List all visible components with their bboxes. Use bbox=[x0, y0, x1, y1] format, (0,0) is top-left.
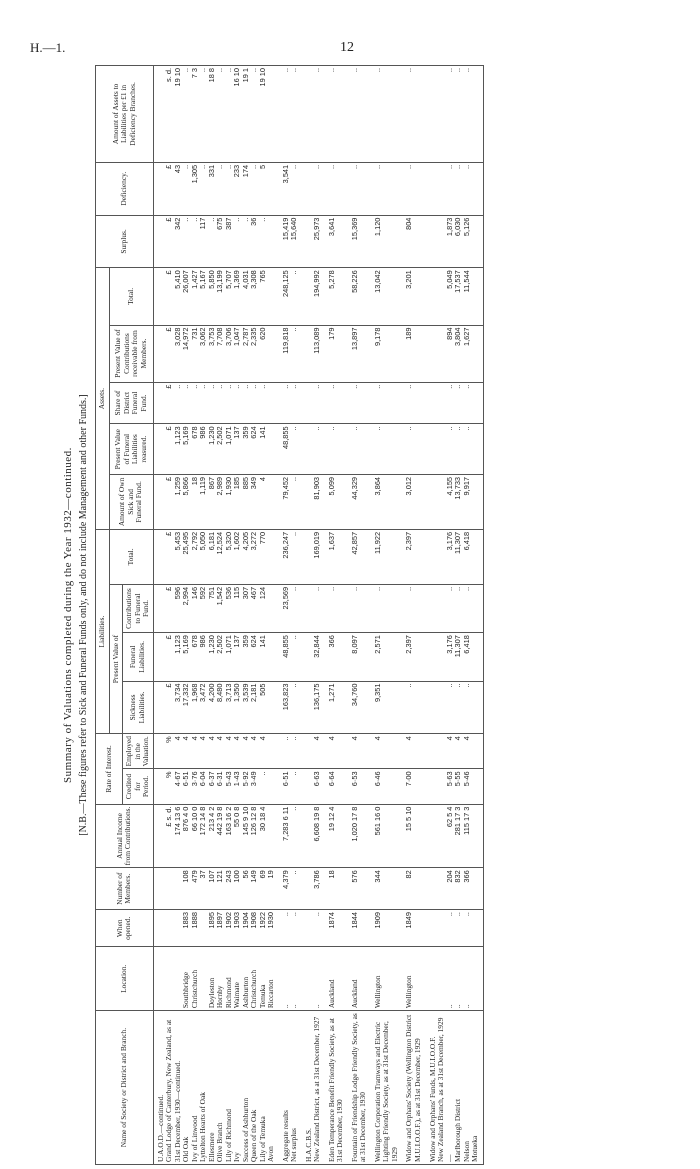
cell-atotal: 5,278 bbox=[325, 268, 348, 325]
cell-income: 1,020 17 8 bbox=[348, 804, 371, 868]
cell-ltotal: 3,176 11,307 6,418 bbox=[426, 529, 484, 584]
cell-opened: 1849 bbox=[402, 910, 425, 947]
cell-deficiency: £ 43 .. 1,305 .. 331 .. .. 233 174 .. 5 bbox=[153, 162, 279, 215]
cell-contrib: .. bbox=[371, 584, 403, 632]
col-contrib-funeral: Contributions to Funeral Fund. bbox=[123, 584, 154, 632]
cell-own: 44,329 bbox=[348, 474, 371, 529]
cell-income: 7,283 6 11 .. bbox=[279, 804, 302, 868]
cell-atotal: £ 5,410 26,007 1,427 5,167 5,850 13,199 5,707 1,369 4,031 3,308 765 bbox=[153, 268, 279, 325]
cell-opened: 1874 bbox=[325, 910, 348, 947]
document-code: H.—1. bbox=[30, 40, 66, 55]
cell-pvcon: 894 3,804 1,627 bbox=[426, 325, 484, 382]
cell-share: .. bbox=[371, 382, 403, 424]
cell-members: 4,379 .. bbox=[279, 868, 302, 910]
cell-ratio: .. .. bbox=[279, 66, 302, 163]
cell-sickness: 1,271 bbox=[325, 681, 348, 734]
cell-ratio: .. bbox=[371, 66, 403, 163]
col-present-value: Present Value of bbox=[109, 584, 123, 733]
col-surplus: Surplus. bbox=[96, 215, 154, 268]
col-rate-credited: Credited for Period. bbox=[123, 769, 154, 804]
cell-deficiency: .. .. .. bbox=[426, 162, 484, 215]
cell-employed: 4 bbox=[302, 734, 325, 769]
cell-atotal: 248,125 .. bbox=[279, 268, 302, 325]
col-sickness: Sickness Liabilities. bbox=[123, 681, 154, 734]
cell-own: £ 1,259 5,866 18 1,119 867 2,989 1,930 185 885 349 4 bbox=[153, 474, 279, 529]
cell-pvcon: 13,897 bbox=[348, 325, 371, 382]
cell-own: 3,864 bbox=[371, 474, 403, 529]
cell-deficiency: .. bbox=[371, 162, 403, 215]
cell-pvcon: 189 bbox=[402, 325, 425, 382]
cell-surplus: £ 342 .. .. 117 .. 675 387 .. .. 36 .. bbox=[153, 215, 279, 268]
cell-surplus: 1,120 bbox=[371, 215, 403, 268]
table-row bbox=[325, 66, 348, 1165]
col-rate-employed: Employed in the Valuation. bbox=[123, 734, 154, 769]
cell-income: 19 12 4 bbox=[325, 804, 348, 868]
valuation-table bbox=[95, 65, 484, 1165]
cell-sickness: .. .. .. bbox=[426, 681, 484, 734]
col-members: Number of Members. bbox=[96, 868, 154, 910]
cell-name: Aggregate results Net surplus bbox=[279, 1011, 302, 1165]
cell-atotal: 5,049 17,537 11,544 bbox=[426, 268, 484, 325]
col-pv-contrib-members: Present Value of Contributions receivable from Members. bbox=[109, 325, 153, 382]
cell-ratio: .. bbox=[402, 66, 425, 163]
col-rate: Rate of Interest. bbox=[96, 734, 123, 804]
cell-name: Fountain of Friendship Lodge Friendly Society, as at 31st December, 1930 bbox=[348, 1011, 371, 1165]
cell-share: .. bbox=[348, 382, 371, 424]
cell-funeral: 48,855 .. bbox=[279, 633, 302, 681]
cell-pvcon: £ 3,028 14,972 731 3,062 3,753 7,708 3,706 1,047 2,787 2,335 620 bbox=[153, 325, 279, 382]
cell-opened: 1844 bbox=[348, 910, 371, 947]
cell-funeral: 2,571 bbox=[371, 633, 403, 681]
cell-contrib: £ 596 2,994 146 592 751 1,542 536 115 307 467 124 bbox=[153, 584, 279, 632]
cell-deficiency: 3,541 .. bbox=[279, 162, 302, 215]
cell-own: 81,903 bbox=[302, 474, 325, 529]
cell-opened: 1909 bbox=[371, 910, 403, 947]
col-assets-total: Total. bbox=[109, 268, 153, 325]
cell-location: .. .. .. bbox=[426, 947, 484, 1011]
table-row bbox=[302, 66, 325, 1165]
cell-members: 18 bbox=[325, 868, 348, 910]
cell-funeral: 366 bbox=[325, 633, 348, 681]
cell-members: 576 bbox=[348, 868, 371, 910]
cell-credited: 7·00 bbox=[402, 769, 425, 804]
table-note: [N.B.—These figures refer to Sick and Funeral Funds only, and do not include Management and other Funds.] bbox=[78, 394, 89, 836]
cell-pvcon: 113,089 bbox=[302, 325, 325, 382]
cell-credited: 6·53 bbox=[348, 769, 371, 804]
cell-pvfun: .. bbox=[325, 424, 348, 475]
col-funeral-liab: Funeral Liabilities. bbox=[123, 633, 154, 681]
cell-funeral: 2,397 bbox=[402, 633, 425, 681]
cell-funeral: 3,176 11,307 6,418 bbox=[426, 633, 484, 681]
cell-contrib: .. .. .. bbox=[426, 584, 484, 632]
cell-income: 561 16 0 bbox=[371, 804, 403, 868]
cell-ratio: s. d. 19 10 .. 7 3 .. 18 8 .. .. 16 10 19 1 .. 19 10 bbox=[153, 66, 279, 163]
cell-opened: .. .. bbox=[279, 910, 302, 947]
cell-pvfun: 48,855 .. bbox=[279, 424, 302, 475]
col-liabilities: Liabilities. bbox=[96, 529, 110, 733]
cell-members: 82 bbox=[402, 868, 425, 910]
cell-opened: 1883 1888 1895 1897 1902 1903 1904 1908 1922 1930 bbox=[153, 910, 279, 947]
cell-employed: .. .. bbox=[279, 734, 302, 769]
cell-ratio: .. bbox=[348, 66, 371, 163]
col-deficiency: Deficiency. bbox=[96, 162, 154, 215]
cell-own: 4,155 13,733 9,917 bbox=[426, 474, 484, 529]
cell-name: U.A.O.D.—continued. Grand Lodge of Canterbury, New Zealand, as at 31st December, 1930—continued. Old Oak Ivy of Linwood Lyttelton Hearts of Oak Ellesmere Olive Branch Lily of Richmond Ivy Success of Ashburton Queen of the Oak Lily of Temuka Avon bbox=[153, 1011, 279, 1165]
cell-location: Auckland bbox=[348, 947, 371, 1011]
cell-location: Wellington bbox=[402, 947, 425, 1011]
cell-pvcon: 119,818 .. bbox=[279, 325, 302, 382]
cell-name: Wellington Corporation Tramways and Electric Lighting Friendly Society, as at 31st December, 1929 bbox=[371, 1011, 403, 1165]
cell-name: Widow and Orphans' Society (Wellington District M.U.I.O.O.F.), as at 31st December, 1929 bbox=[402, 1011, 425, 1165]
cell-share: .. .. bbox=[279, 382, 302, 424]
col-assets: Assets. bbox=[96, 268, 110, 530]
cell-atotal: 194,992 bbox=[302, 268, 325, 325]
cell-ltotal: 11,922 bbox=[371, 529, 403, 584]
table-row bbox=[426, 66, 484, 1165]
col-location: Location. bbox=[96, 947, 154, 1011]
cell-contrib: 23,569 .. bbox=[279, 584, 302, 632]
table-row bbox=[402, 66, 425, 1165]
cell-name: Eden Temperance Benefit Friendly Society, as at 31st December, 1930 bbox=[325, 1011, 348, 1165]
cell-opened: .. bbox=[302, 910, 325, 947]
cell-share: £ .. .. .. .. .. .. .. .. .. .. .. bbox=[153, 382, 279, 424]
cell-surplus: 804 bbox=[402, 215, 425, 268]
col-name: Name of Society or District and Branch. bbox=[96, 1011, 154, 1165]
cell-own: 79,452 .. bbox=[279, 474, 302, 529]
cell-income: 62 5 4 281 17 3 115 17 3 bbox=[426, 804, 484, 868]
cell-surplus: 1,873 6,030 5,126 bbox=[426, 215, 484, 268]
cell-sickness: 34,760 bbox=[348, 681, 371, 734]
cell-deficiency: .. bbox=[325, 162, 348, 215]
cell-opened: .. .. .. bbox=[426, 910, 484, 947]
cell-members: 3,786 bbox=[302, 868, 325, 910]
cell-atotal: 3,201 bbox=[402, 268, 425, 325]
cell-ltotal: 236,247 .. bbox=[279, 529, 302, 584]
table-row bbox=[279, 66, 302, 1165]
cell-sickness: £ 3,734 17,332 1,968 3,472 4,200 8,480 3,713 1,350 3,539 2,181 505 bbox=[153, 681, 279, 734]
rotated-table-page bbox=[58, 65, 698, 1165]
cell-share: .. .. .. bbox=[426, 382, 484, 424]
cell-surplus: 3,641 bbox=[325, 215, 348, 268]
cell-surplus: 15,419 15,640 bbox=[279, 215, 302, 268]
cell-ltotal: 42,857 bbox=[348, 529, 371, 584]
col-pv-funeral-reassured: Present Value of Funeral Liabilities reasured. bbox=[109, 424, 153, 475]
cell-members: 344 bbox=[371, 868, 403, 910]
table-row bbox=[348, 66, 371, 1165]
col-liab-total: Total. bbox=[109, 529, 153, 584]
cell-employed: 4 bbox=[325, 734, 348, 769]
cell-ltotal: 1,637 bbox=[325, 529, 348, 584]
cell-employed: 4 4 4 bbox=[426, 734, 484, 769]
cell-employed: 4 bbox=[402, 734, 425, 769]
cell-pvcon: 9,178 bbox=[371, 325, 403, 382]
cell-credited: 5·63 5·55 5·46 bbox=[426, 769, 484, 804]
cell-pvfun: .. bbox=[302, 424, 325, 475]
cell-ratio: .. .. .. bbox=[426, 66, 484, 163]
page-number: 12 bbox=[340, 40, 354, 55]
table-body bbox=[153, 66, 483, 1165]
cell-contrib: .. bbox=[402, 584, 425, 632]
cell-share: .. bbox=[402, 382, 425, 424]
cell-credited: 6·63 bbox=[302, 769, 325, 804]
cell-credited: % 4·67 6·51 3·76 6·04 6·37 6·31 5·43 1·43 5·92 3·49 .. bbox=[153, 769, 279, 804]
cell-own: 3,012 bbox=[402, 474, 425, 529]
cell-funeral: 32,844 bbox=[302, 633, 325, 681]
cell-pvfun: .. bbox=[371, 424, 403, 475]
cell-employed: % 4 4 4 4 4 4 4 4 4 4 4 bbox=[153, 734, 279, 769]
cell-location: .. .. bbox=[279, 947, 302, 1011]
cell-ltotal: 169,019 bbox=[302, 529, 325, 584]
cell-sickness: 136,175 bbox=[302, 681, 325, 734]
cell-members: 108 479 37 107 121 243 100 56 149 69 19 bbox=[153, 868, 279, 910]
cell-atotal: 58,226 bbox=[348, 268, 371, 325]
cell-pvfun: £ 1,123 5,169 678 986 1,230 2,502 1,071 137 359 624 141 bbox=[153, 424, 279, 475]
cell-contrib: .. bbox=[348, 584, 371, 632]
cell-employed: 4 bbox=[348, 734, 371, 769]
cell-sickness: 163,823 .. bbox=[279, 681, 302, 734]
cell-income: 15 5 10 bbox=[402, 804, 425, 868]
col-own-fund: Amount of Own Sick and Funeral Fund. bbox=[109, 474, 153, 529]
cell-credited: 6·64 bbox=[325, 769, 348, 804]
cell-location: Southbridge Christchurch Doyleston Hornby Richmond Waimate Ashburton Christchurch Temuka Riccarton bbox=[153, 947, 279, 1011]
cell-income: 6,608 19 8 bbox=[302, 804, 325, 868]
cell-sickness: .. bbox=[402, 681, 425, 734]
cell-ratio: .. bbox=[325, 66, 348, 163]
cell-contrib: .. bbox=[325, 584, 348, 632]
cell-deficiency: .. bbox=[348, 162, 371, 215]
table-title: Summary of Valuations completed during the Year 1932—continued. bbox=[62, 447, 74, 783]
cell-share: .. bbox=[325, 382, 348, 424]
col-income: Annual Income from Contributions. bbox=[96, 804, 154, 868]
cell-funeral: 8,097 bbox=[348, 633, 371, 681]
table-row bbox=[371, 66, 403, 1165]
cell-funeral: £ 1,123 5,169 678 986 1,230 2,502 1,071 137 359 624 141 bbox=[153, 633, 279, 681]
cell-sickness: 9,351 bbox=[371, 681, 403, 734]
cell-ltotal: 2,397 bbox=[402, 529, 425, 584]
cell-surplus: 15,369 bbox=[348, 215, 371, 268]
cell-atotal: 13,042 bbox=[371, 268, 403, 325]
cell-location: Auckland bbox=[325, 947, 348, 1011]
cell-members: 204 832 366 bbox=[426, 868, 484, 910]
cell-pvfun: .. bbox=[402, 424, 425, 475]
cell-employed: 4 bbox=[371, 734, 403, 769]
cell-own: 5,099 bbox=[325, 474, 348, 529]
cell-deficiency: .. bbox=[302, 162, 325, 215]
cell-pvcon: 179 bbox=[325, 325, 348, 382]
cell-ratio: .. bbox=[302, 66, 325, 163]
cell-surplus: 25,973 bbox=[302, 215, 325, 268]
cell-deficiency: .. bbox=[402, 162, 425, 215]
col-share-district: Share of District Funeral Fund. bbox=[109, 382, 153, 424]
col-amount-assets: Amount of Assets to Liabilities per £1 in Deficiency Branches. bbox=[96, 66, 154, 163]
cell-name: H.A.C.B.S. New Zealand District, as at 31st December, 1927 bbox=[302, 1011, 325, 1165]
table-row bbox=[153, 66, 279, 1165]
cell-pvfun: .. bbox=[348, 424, 371, 475]
cell-credited: 6·51 .. bbox=[279, 769, 302, 804]
cell-share: .. bbox=[302, 382, 325, 424]
cell-name: Widow and Orphans' Funds, M.U.I.O.O.F. New Zealand Branch, as at 31st December, 1929— Marlborough District Nelson Motueka bbox=[426, 1011, 484, 1165]
cell-pvfun: .. .. .. bbox=[426, 424, 484, 475]
cell-ltotal: £ 5,453 25,495 2,792 5,050 6,181 12,524 5,320 1,602 4,205 3,272 770 bbox=[153, 529, 279, 584]
cell-contrib: .. bbox=[302, 584, 325, 632]
cell-credited: 6·46 bbox=[371, 769, 403, 804]
col-opened: When opened. bbox=[96, 910, 154, 947]
cell-location: .. bbox=[302, 947, 325, 1011]
cell-income: £ s. d. 174 13 6 876 4 0 66 10 0 172 14 8 213 4 2 442 19 8 163 16 2 55 0 8 145 9 10 126 12 8 30 18 4 bbox=[153, 804, 279, 868]
cell-location: Wellington bbox=[371, 947, 403, 1011]
